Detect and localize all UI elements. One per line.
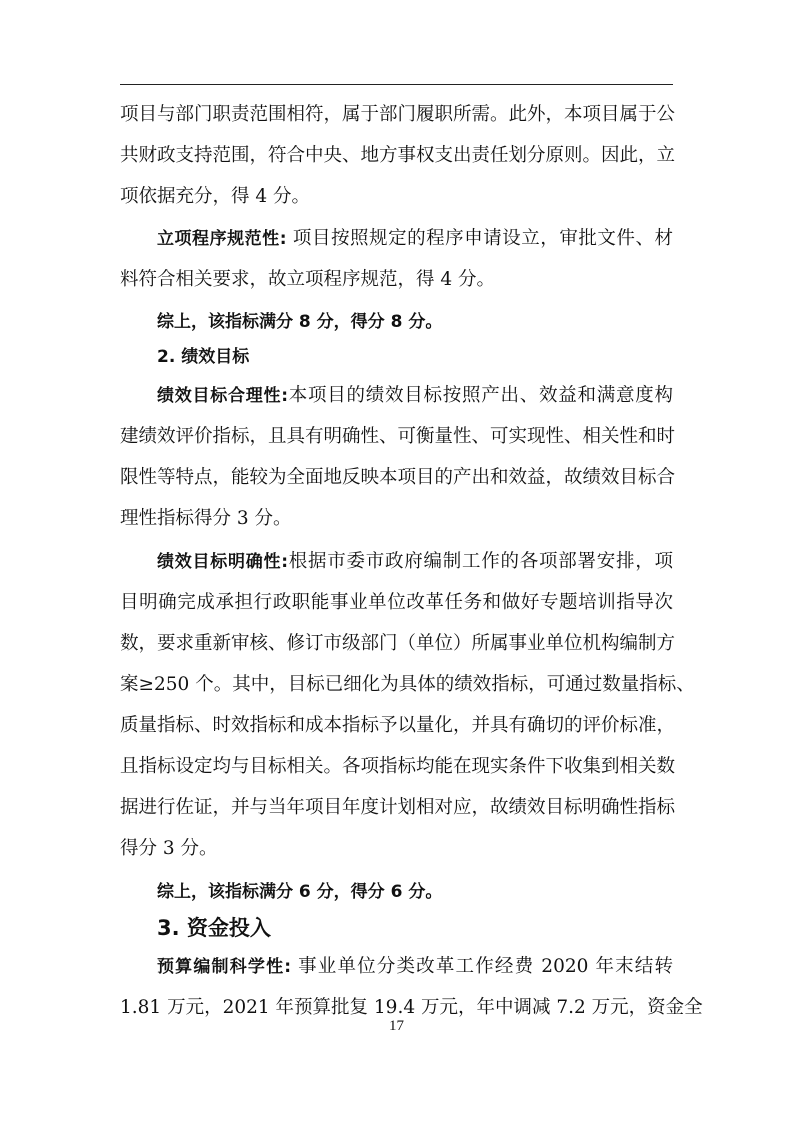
section-heading: 3. 资金投入 [157, 916, 271, 940]
paragraph-line: 据进行佐证，并与当年项目年度计划相对应，故绩效目标明确性指标 [120, 797, 676, 818]
paragraph-line: 共财政支持范围，符合中央、地方事权支出责任划分原则。因此，立 [120, 145, 676, 166]
criterion-label: 立项程序规范性: [157, 229, 287, 249]
paragraph-line: 限性等特点，能较为全面地反映本项目的产出和效益，故绩效目标合 [120, 467, 676, 488]
paragraph-line [157, 222, 673, 256]
paragraph-line [157, 950, 673, 984]
paragraph-line: 项目与部门职责范围相符，属于部门履职所需。此外，本项目属于公 [120, 104, 676, 125]
criterion-label: 预算编制科学性: [157, 957, 292, 977]
paragraph-line [157, 379, 673, 413]
paragraph-text: 事业单位分类改革工作经费 2020 年末结转 [291, 956, 673, 977]
header-rule [120, 84, 673, 85]
section-heading: 2. 绩效目标 [157, 347, 250, 367]
page-number: 17 [389, 1018, 404, 1034]
paragraph-line: 得分 3 分。 [120, 838, 218, 859]
paragraph-line: 料符合相关要求，故立项程序规范，得 4 分。 [120, 269, 496, 290]
paragraph-line: 数，要求重新审核、修订市级部门（单位）所属事业单位机构编制方 [120, 633, 676, 654]
paragraph-text: 根据市委市政府编制工作的各项部署安排，项 [288, 551, 673, 572]
paragraph-line [157, 545, 673, 579]
paragraph-line: 且指标设定均与目标相关。各项指标均能在现实条件下收集到相关数 [120, 756, 676, 777]
paragraph-line: 1.81 万元，2021 年预算批复 19.4 万元，年中调减 7.2 万元，资金全 [120, 997, 703, 1018]
paragraph-line: 质量指标、时效指标和成本指标予以量化，并具有确切的评价标准， [120, 715, 676, 736]
criterion-label: 绩效目标明确性: [157, 552, 289, 572]
paragraph-line: 目明确完成承担行政职能事业单位改革任务和做好专题培训指导次 [120, 592, 673, 613]
paragraph-text: 本项目的绩效目标按照产出、效益和满意度构 [288, 385, 673, 406]
paragraph-line: 案≥250 个。其中，目标已细化为具体的绩效指标，可通过数量指标、 [120, 674, 695, 695]
criterion-label: 绩效目标合理性: [157, 386, 289, 406]
paragraph-line: 项依据充分，得 4 分。 [120, 186, 311, 207]
paragraph-text: 项目按照规定的程序申请设立，审批文件、材 [286, 228, 673, 249]
summary-line: 综上，该指标满分 8 分，得分 8 分。 [157, 312, 443, 332]
paragraph-line: 建绩效评价指标，且具有明确性、可衡量性、可实现性、相关性和时 [120, 426, 676, 447]
paragraph-line: 理性指标得分 3 分。 [120, 508, 292, 529]
summary-line: 综上，该指标满分 6 分，得分 6 分。 [157, 882, 443, 902]
